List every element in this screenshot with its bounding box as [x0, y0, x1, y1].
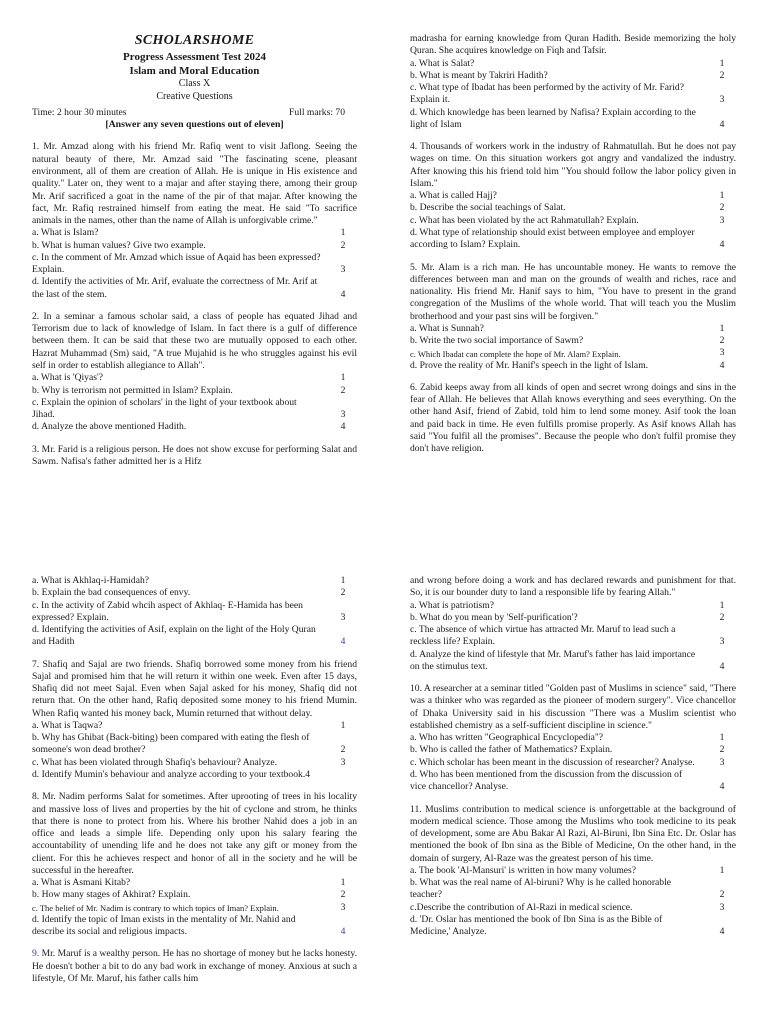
test-title: Progress Assessment Test 2024 — [123, 50, 266, 63]
question-3-stem: 3. Mr. Farid is a religious person. He does not show excuse for performing Salat and Sawm. Nafisa's father admitted her is a Hifz — [32, 443, 357, 467]
question-2-a — [32, 372, 357, 384]
sub-question-mark: 3 — [719, 214, 725, 226]
sub-question-text: d. Prove the reality of Mr. Hanif's speech in the light of Islam. — [410, 359, 649, 371]
sub-question-text: a. What is Islam? — [32, 227, 99, 239]
question-1-b — [32, 240, 357, 252]
question-1-stem: 1. Mr. Amzad along with his friend Mr. Rafiq went to visit Jaflong. Seeing the natural beauty of there, Mr. Amzad said "The fascinating scene, pleasant environment, all of them are creation of Allah. He is unique in His existence and quality." Later on, they went to a majar and after staying there, among their group Mr. Arif sacrificed a goat in the name of the pir of that majar. After knowing the fact, Mr. Rafiq restrained himself from eating the meat. He said "To sacrifice animals in the names, other than the name of Allah is unforgivable crime." — [32, 141, 357, 227]
question-8-stem: 8. Mr. Nadim performs Salat for sometimes. After uprooting of trees in his locality and massive loss of lives and properties by the hit of cyclone and strom, he thinks that there is none to protect from his. Where his brother Nahid does a job in an office and leads a simple life. Depending only upon his salary fearing the accountability of unending life and he does not take any gift or money from the client. For this he achieves respect and honor of all in the society and he will be successful in the hereafter. — [32, 791, 357, 876]
question-11 — [410, 804, 736, 939]
sub-question-mark: 1 — [340, 877, 346, 889]
sub-question-text: c. Which scholar has been meant in the discussion of researcher? Analyse. — [410, 756, 695, 768]
sub-question-mark: 3 — [719, 94, 725, 106]
sub-question-text: c.Describe the contribution of Al-Razi in medical science. — [410, 901, 633, 913]
question-9-d — [410, 649, 736, 674]
sub-question-mark: 4 — [340, 926, 346, 938]
sub-question-text: d. Identify the activities of Mr. Arif, evaluate the correctness of Mr. Arif at the last of the stem. — [32, 276, 318, 300]
question-5-b — [410, 335, 736, 347]
question-10 — [410, 683, 736, 793]
sub-question-mark: 2 — [719, 202, 725, 214]
sub-question-text: c. Which Ibadat can complete the hope of Mr. Alam? Explain. — [410, 348, 621, 359]
question-8 — [32, 791, 357, 938]
sub-question-mark: 4 — [340, 421, 346, 433]
sub-question-mark: 4 — [340, 288, 346, 300]
question-2-b — [32, 385, 357, 397]
sub-question-text: a. What is called Hajj? — [410, 190, 497, 202]
sub-question-text: b. What is human values? Give two example. — [32, 239, 206, 251]
sub-question-mark: 3 — [719, 636, 725, 648]
question-6-stem: 6. Zabid keeps away from all kinds of open and secret wrong doings and sins in the fear of Allah. He believes that Allah knows everything and sees everything. On the other hand Asif, friend of Zabid, told him to lend some money. Asif took the loan and paid back in time. He even fulfills promise properly. As Asif knows Allah has said "You fulfil all the promises". Because the people who don't fulfil promise they don't have religion. — [410, 381, 736, 455]
sub-question-text: a. What is Sunnah? — [410, 322, 484, 334]
sub-question-text: b. Who is called the father of Mathematics? Explain. — [410, 744, 613, 756]
question-11-stem: 11. Muslims contribution to medical science is unforgettable at the background of modern medical science. Those among the Muslims who took medicine to its peak of development, some are Abu Bakar Al Razi, Al-Biruni, Ibn Sina Etc. Dr. Oslar has mentioned the book of Ibn sina as the Bible of Medicine, On the other hand, in the domain of surgery, Al-Raze was the greatest person of his time. — [410, 803, 736, 864]
question-5-c — [410, 347, 736, 359]
school-name: SCHOLARSHOME — [134, 33, 255, 48]
sub-question-mark: 1 — [719, 864, 725, 876]
question-1-a — [32, 227, 357, 239]
sub-question-text: d. Who has been mentioned from the discussion from the discussion of vice chancellor? Analyse. — [410, 768, 683, 793]
sub-question-mark: 2 — [340, 587, 346, 599]
question-4-a — [410, 190, 736, 202]
question-10-d — [410, 769, 736, 794]
question-3-stem-continued: madrasha for earning knowledge from Quran Hadith. Beside memorizing the holy Quran. She acquires knowledge on Fiqh and Tafsir. — [410, 33, 736, 57]
page-two-right-column — [410, 575, 736, 948]
question-4-stem: 4. Thousands of workers work in the industry of Rahmatullah. But he does not pay wages on time. On this situation workers got angry and vandalized the industry. After knowing this his friend told him "You should follow the labor policy given in Islam." — [410, 141, 736, 189]
sub-question-mark: 1 — [719, 190, 725, 202]
question-9-number: 9. — [32, 948, 40, 960]
question-3-b — [410, 70, 736, 82]
sub-question-mark: 4 — [340, 636, 346, 648]
question-9-start — [32, 948, 357, 985]
question-9-stem-continued: and wrong before doing a work and has declared rewards and punishment for that. So, it is our bounder duty to land a responsible life by fearing Allah." — [410, 575, 736, 599]
question-9-stem-text: Mr. Maruf is a wealthy person. He has no shortage of money but he lacks honesty. He doesn't bother a bit to do any bad work in exchange of money. Anxious at such a lifestyle, Of Mr. Maruf, his father calls him — [32, 948, 357, 984]
sub-question-text: b. How many stages of Akhirat? Explain. — [32, 889, 191, 901]
question-6-c — [32, 600, 357, 625]
sub-question-mark: 3 — [719, 901, 725, 913]
question-7-b — [32, 732, 357, 757]
page-one-right-column — [410, 33, 736, 466]
sub-question-text: a. What is Akhlaq-i-Hamidah? — [32, 575, 150, 586]
question-7-a — [32, 720, 357, 732]
sub-question-text: a. What is Asmani Kitab? — [32, 877, 131, 889]
question-4-c — [410, 215, 736, 227]
question-6-start — [410, 382, 736, 456]
question-4 — [410, 141, 736, 251]
question-10-a — [410, 732, 736, 744]
sub-question-mark: 2 — [340, 889, 346, 901]
sub-question-mark: 2 — [340, 384, 346, 396]
sub-question-mark: 1 — [340, 719, 346, 731]
sub-question-mark: 4 — [719, 359, 725, 371]
sub-question-mark: 2 — [719, 744, 725, 756]
question-4-b — [410, 202, 736, 214]
question-6-a — [32, 575, 357, 587]
sub-question-text: c. The absence of which virtue has attracted Mr. Maruf to lead such a reckless life? Explain. — [410, 624, 676, 648]
sub-question-text: a. Who has written "Geographical Encyclopedia"? — [410, 732, 604, 744]
sub-question-text: b. Describe the social teachings of Salat. — [410, 202, 566, 214]
sub-question-text: b. What do you mean by 'Self-purification'? — [410, 611, 578, 623]
question-1-d — [32, 276, 357, 301]
sub-question-text: b. Write the two social importance of Sawm? — [410, 335, 584, 347]
sub-question-text: b. What was the real name of Al-biruni? Why is he called honorable teacher? — [410, 877, 671, 901]
sub-question-mark: 1 — [719, 599, 725, 611]
sub-question-text: d. Identify the topic of Iman exists in the mentality of Mr. Nahid and describe its social and religious impacts. — [32, 913, 296, 938]
question-1-c — [32, 252, 357, 277]
question-8-c — [32, 902, 357, 914]
sub-question-text: c. What has been violated by the act Rahmatullah? Explain. — [410, 214, 639, 226]
sub-question-text: d. 'Dr. Oslar has mentioned the book of Ibn Sina is as the Bible of Medicine,' Analyze. — [410, 913, 663, 938]
sub-question-mark: 2 — [719, 69, 725, 81]
question-9-a — [410, 600, 736, 612]
question-3-start — [32, 444, 357, 469]
sub-question-mark: 3 — [340, 409, 346, 421]
sub-question-mark: 3 — [340, 901, 346, 913]
sub-question-mark: 3 — [340, 264, 346, 276]
sub-question-mark: 1 — [340, 227, 346, 239]
sub-question-text: d. Analyze the kind of lifestyle that Mr. Maruf's father has laid importance on the stimulus text. — [410, 648, 696, 672]
question-11-a — [410, 865, 736, 877]
sub-question-mark: 4 — [719, 239, 725, 251]
sub-question-text: c. What has been violated through Shafiq's behaviour? Analyze. — [32, 756, 278, 768]
sub-question-mark: 1 — [719, 57, 725, 69]
question-9-c — [410, 624, 736, 649]
page-two — [0, 570, 768, 1024]
question-11-b — [410, 877, 736, 902]
question-9-b — [410, 612, 736, 624]
sub-question-text: a. What is 'Qiyas'? — [32, 372, 103, 384]
instruction: [Answer any seven questions out of eleven] — [105, 118, 284, 130]
sub-question-text: d. What type of relationship should exist between employee and employer according to Islam? Explain. — [410, 226, 695, 251]
question-8-d — [32, 914, 357, 939]
question-8-b — [32, 889, 357, 901]
sub-question-mark: 1 — [340, 575, 346, 586]
sub-question-text: b. Explain the bad consequences of envy. — [32, 587, 191, 599]
question-9-stem — [32, 948, 357, 985]
sub-question-text: b. Why has Ghibat (Back-biting) been compared with eating the flesh of someone's won dead brother? — [32, 732, 310, 756]
sub-question-text: a. The book 'Al-Mansuri' is written in how many volumes? — [410, 864, 637, 876]
sub-question-mark: 1 — [719, 732, 725, 744]
sub-question-text: c. The belief of Mr. Nadim is contrary to which topics of Iman? Explain. — [32, 903, 279, 914]
sub-question-mark: 4 — [719, 660, 725, 672]
full-marks: Full marks: 70 — [289, 106, 345, 118]
question-9-continued — [410, 575, 736, 673]
sub-question-text: d. Identify Mumin's behaviour and analyze according to your textbook.4 — [32, 768, 311, 780]
sub-question-text: a. What is Salat? — [410, 57, 475, 69]
sub-question-text: b. What is meant by Takriri Hadith? — [410, 69, 548, 81]
sub-question-text: d. Which knowledge has been learned by Nafisa? Explain according to the light of Islam — [410, 106, 696, 130]
sub-question-text: c. In the activity of Zabid whcih aspect of Akhlaq- E-Hamida has been expressed? Explain. — [32, 599, 303, 623]
question-3-d — [410, 107, 736, 132]
question-5 — [410, 262, 736, 372]
sub-question-text: d. Identifying the activities of Asif, explain on the light of the Holy Quran and Hadith — [32, 624, 316, 648]
sub-question-mark: 1 — [719, 322, 725, 334]
question-10-stem: 10. A researcher at a seminar titled "Golden past of Muslims in science" said, "There was a thinker who was regarded as the pioneer of modern surgery". Vice chancellor of Dhaka University said in his discussion "There was a Muslim scientist who established chemistry as a self-sufficient discipline in science." — [410, 683, 736, 731]
sub-question-mark: 3 — [340, 611, 346, 623]
sub-question-mark: 4 — [719, 118, 725, 130]
sub-question-text: c. Explain the opinion of scholars' in the light of your textbook about Jihad. — [32, 396, 297, 421]
sub-question-text: b. Why is terrorism not permitted in Islam? Explain. — [32, 384, 233, 396]
question-2-c — [32, 397, 357, 422]
sub-question-mark: 2 — [719, 889, 725, 901]
question-6-continued — [32, 575, 357, 649]
question-6-d — [32, 624, 357, 649]
question-3-continued — [410, 33, 736, 131]
question-10-b — [410, 744, 736, 756]
sub-question-mark: 3 — [719, 756, 725, 768]
question-2-d — [32, 421, 357, 433]
question-7-stem: 7. Shafiq and Sajal are two friends. Shafiq borrowed some money from his friend Sajal and promised him that he will return it within one week. Even after 15 days, Shafiq did not meet Sajal. Even when Sajal asked for his money, Shafiq did not return that. On the other hand, Rafiq deposited some money to his friend Mumin. When Rafiq wanted his money back, Mumin returned that without delay. — [32, 658, 357, 719]
sub-question-text: d. Analyze the above mentioned Hadith. — [32, 421, 187, 433]
exam-meta — [32, 107, 357, 119]
question-5-a — [410, 323, 736, 335]
question-2-stem: 2. In a seminar a famous scholar said, a class of people has equated Jihad and Terrorism due to lack of knowledge of Islam. In fact there is a gulf of difference between them. It can be said that these two are mutually opposed to each other. Hazrat Muhammad (Sm) said, "A true Mujahid is he who struggles against his evil self in order to establish allegiance to Allah". — [32, 310, 357, 371]
question-5-d — [410, 360, 736, 372]
question-7-d — [32, 769, 357, 781]
sub-question-text: c. In the comment of Mr. Amzad which issue of Aqaid has been expressed? Explain. — [32, 251, 321, 276]
question-11-d — [410, 914, 736, 939]
question-4-d — [410, 227, 736, 252]
question-6-b — [32, 587, 357, 599]
question-2 — [32, 311, 357, 434]
question-7 — [32, 659, 357, 782]
page-one-left-column — [32, 32, 357, 478]
question-7-c — [32, 757, 357, 769]
sub-question-mark: 2 — [719, 611, 725, 623]
sub-question-text: c. What type of Ibadat has been performed by the activity of Mr. Farid? Explain it. — [410, 82, 684, 106]
sub-question-mark: 2 — [340, 239, 346, 251]
sub-question-mark: 3 — [340, 756, 346, 768]
subject-title: Islam and Moral Education — [129, 64, 260, 77]
question-5-stem: 5. Mr. Alam is a rich man. He has uncountable money. He wants to remove the differences between man and man on the grounds of wealth and riches, race and nationality. His friend Mr. Hanif says to him, "You have to present in the grand congregation of the Muslims of the whole world. That will teach you the Muslim brotherhood and your past sins will be forgiven." — [410, 261, 736, 322]
sub-question-mark: 2 — [719, 335, 725, 347]
question-type: Creative Questions — [156, 90, 233, 102]
question-3-c — [410, 82, 736, 107]
page-two-left-column — [32, 575, 357, 995]
sub-question-mark: 4 — [719, 781, 725, 793]
sub-question-mark: 1 — [340, 372, 346, 384]
question-1 — [32, 141, 357, 300]
sub-question-mark: 4 — [719, 926, 725, 938]
sub-question-mark: 2 — [340, 744, 346, 756]
sub-question-mark: 3 — [719, 347, 725, 359]
question-11-c — [410, 902, 736, 914]
question-10-c — [410, 757, 736, 769]
time-allowed: Time: 2 hour 30 minutes — [32, 106, 127, 118]
class-label: Class X — [178, 78, 211, 90]
sub-question-text: a. What is patriotism? — [410, 599, 495, 611]
question-8-a — [32, 877, 357, 889]
question-3-a — [410, 58, 736, 70]
sub-question-text: a. What is Taqwa? — [32, 719, 103, 731]
